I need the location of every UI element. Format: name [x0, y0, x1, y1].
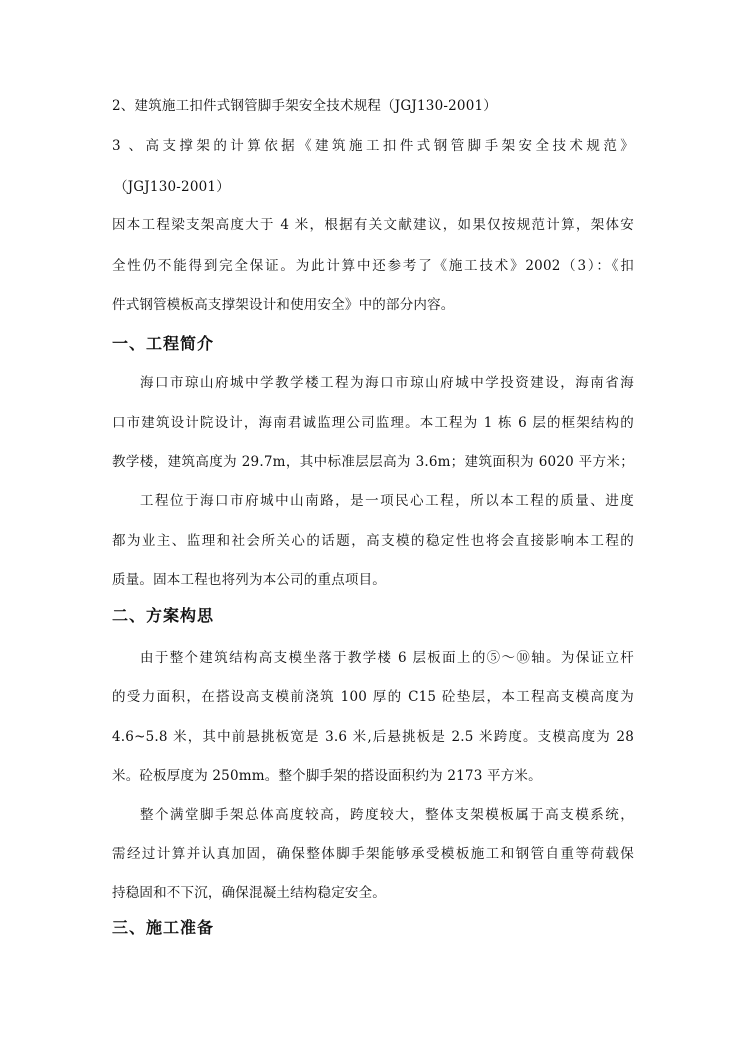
overview-p1-line-2: 口市建筑设计院设计，海南君诚监理公司监理。本工程为 1 栋 6 层的框架结构的 [112, 415, 634, 431]
reference-3-line-1: 3 、高支撑架的计算依据《建筑施工扣件式钢管脚手架安全技术规范》 [112, 138, 634, 154]
concept-p2-line-2: 需经过计算并认真加固，确保整体脚手架能够承受模板施工和钢管自重等荷载保 [112, 846, 634, 862]
concept-p2-line-1: 整个满堂脚手架总体高度较高，跨度较大，整体支架模板属于高支模系统， [140, 807, 634, 823]
concept-p1-line-4: 米。砼板厚度为 250mm。整个脚手架的搭设面积约为 2173 平方米。 [112, 768, 542, 784]
section-heading-preparation: 三、施工准备 [112, 918, 215, 937]
reference-3-line-2: （JGJ130-2001） [114, 179, 230, 195]
concept-p1-line-2: 的受力面积，在搭设高支模前浇筑 100 厚的 C15 砼垫层，本工程高支模高度为 [112, 689, 634, 705]
overview-p1-line-1: 海口市琼山府城中学教学楼工程为海口市琼山府城中学投资建设，海南省海 [140, 375, 634, 391]
concept-p1-line-3: 4.6~5.8 米，其中前悬挑板宽是 3.6 米,后悬挑板是 2.5 米跨度。支模高度为 28 [112, 729, 634, 745]
concept-p2-line-3: 持稳固和不下沉，确保混凝土结构稳定安全。 [112, 885, 386, 901]
overview-p2-line-1: 工程位于海口市府城中山南路，是一项民心工程，所以本工程的质量、进度 [140, 493, 634, 509]
reference-2: 2、建筑施工扣件式钢管脚手架安全技术规程（JGJ130-2001） [112, 98, 497, 114]
intro-line-3: 件式钢管模板高支撑架设计和使用安全》中的部分内容。 [112, 297, 455, 313]
overview-p2-line-2: 都为业主、监理和社会所关心的话题，高支模的稳定性也将会直接影响本工程的 [112, 533, 634, 549]
intro-line-1: 因本工程梁支架高度大于 4 米，根据有关文献建议，如果仅按规范计算，架体安 [112, 217, 634, 233]
section-heading-overview: 一、工程简介 [112, 334, 215, 353]
overview-p1-line-3: 教学楼，建筑高度为 29.7m，其中标准层层高为 3.6m；建筑面积为 6020 平方米； [112, 454, 634, 470]
overview-p2-line-3: 质量。固本工程也将列为本公司的重点项目。 [112, 572, 386, 588]
intro-line-2: 全性仍不能得到完全保证。为此计算中还参考了《施工技术》2002（3）：《扣 [112, 258, 634, 274]
concept-p1-line-1: 由于整个建筑结构高支模坐落于教学楼 6 层板面上的⑤～⑩轴。为保证立杆 [140, 650, 634, 666]
section-heading-concept: 二、方案构思 [112, 606, 215, 625]
